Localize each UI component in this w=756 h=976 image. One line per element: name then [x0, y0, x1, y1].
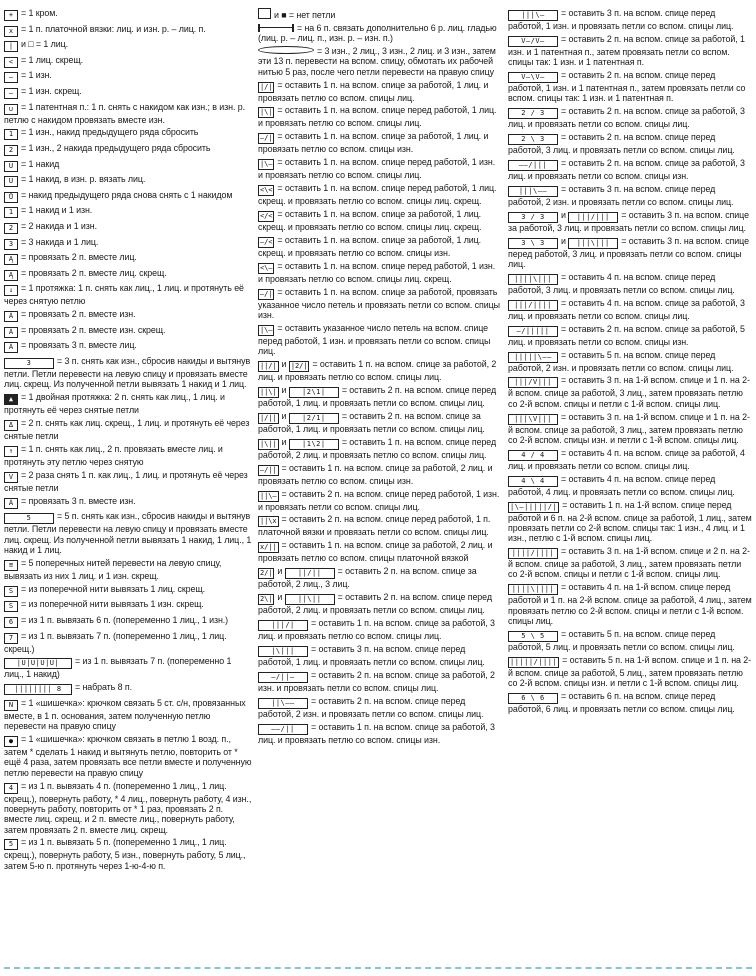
legend-description: = провязать 2 п. вместе лиц. скрещ. [21, 267, 167, 278]
legend-entry [4, 221, 252, 234]
chart-symbol-icon: Ů [4, 192, 18, 203]
legend-entry [4, 558, 252, 581]
chart-symbol-icon: –/||– [258, 672, 308, 683]
legend-entry [4, 698, 252, 732]
legend-description: = провязать 3 п. вместе лиц. [21, 340, 137, 351]
legend-entry [4, 682, 252, 695]
chart-symbol-icon [258, 24, 294, 32]
chart-symbol-icon: |||/|||| [508, 300, 558, 311]
legend-description: = оставить 2 п. на вспом. спице за работой, 3 лиц. и провязать петли со вспом. спицы лиц. [508, 106, 745, 130]
chart-symbol-icon: –/< [260, 237, 273, 246]
legend-description: = оставить 2 п. на вспом. спице за работой, 1 лиц. и провязать петли со вспом. спицы лиц. [258, 410, 485, 434]
legend-description: = 5 поперечных нитей перевести на левую спицу, вывязать из них 1 лиц. и 1 изн. скрещ. [4, 557, 222, 581]
chart-symbol-icon: 4 \ 4 [508, 476, 558, 487]
legend-description: = 1 патентная п.: 1 п. снять с накидом как изн.; в изн. р. петлю с накидом провязать вместе изн. [4, 101, 245, 125]
legend-entry [258, 722, 502, 745]
chart-symbol-icon: U [4, 161, 18, 172]
chart-symbol-icon: |||\–– [508, 186, 558, 197]
legend-description: = оставить 5 п. на 1-й вспом. спице и 1 п. на 2-й вспом. спице за работой, 5 лиц., затем провязать петлю со 2-й вспом. спицы изн. и петли с 1-й вспом. спицы лиц. [508, 654, 751, 688]
chart-symbol-icon: + [4, 10, 18, 21]
legend-entry [258, 46, 502, 77]
chart-symbol-icon: ||\– [260, 491, 277, 500]
chart-symbol-icon: ∪ [4, 104, 18, 115]
chart-symbol-icon: N [4, 700, 18, 711]
chart-symbol-icon: –/||||| [508, 326, 558, 337]
legend-entry [508, 691, 752, 714]
legend-description: = провязать 2 п. вместе изн. [21, 309, 136, 320]
legend-column-right [508, 8, 752, 960]
legend-entry [4, 309, 252, 322]
legend-description: = 3 изн., 2 лиц., 3 изн., 2 лиц. и 3 изн., затем эти 13 п. перевести на вспом. спицу, обмотать их рабочей нитью 5 раз, после чего петли перевести на правую спицу [258, 46, 496, 77]
legend-description: = оставить 1 п. на вспом. спице перед работой, 1 изн. и провязать петлю со вспом. спицы лиц. скрещ. [258, 260, 496, 284]
legend-entry [4, 102, 252, 125]
legend-description: = из 1 п. вывязать 5 п. (попеременно 1 лиц., 1 лиц. скрещ.), повернуть работу, 5 изн., повернуть работу, 5 лиц., затем 5-ю п. протянуть через 1-ю-4-ю п. [4, 837, 246, 871]
legend-entry [508, 474, 752, 497]
legend-description: = из 1 п. вывязать 4 п. (попеременно 1 лиц., 1 лиц. скрещ.), повернуть работу, * 4 лиц., повернуть работу, 4 изн., повернуть работу, повторить от * 1 раз, провязать 2 п. вместе лиц. скрещ. и 2 п. вместе лиц., повернуть работу, затем провязать 2 п. вместе лиц. скрещ. [4, 780, 252, 835]
legend-description: = 3 п. снять как изн., сбросив накиды и вытянув петли. Петли перевести на левую спицу и провязать вместе лиц. скрещ. Из полученной петли вывязать 1 накид и 1 лиц. [4, 356, 251, 390]
legend-entry [258, 437, 502, 460]
chart-symbol-icon: 6 \ 6 [508, 693, 558, 704]
legend-description: = оставить 3 п. на вспом. спице перед работой, 1 лиц. и провязать петли со вспом. спицы лиц. [258, 643, 485, 667]
legend-description: = оставить 2 п. на вспом. спице перед работой, 1 лиц. и провязать петли со вспом. спицы лиц. [258, 384, 497, 408]
chart-symbol-icon: –/| [260, 134, 273, 143]
chart-symbol-icon: |U|U|U|U| [4, 658, 72, 669]
legend-entry [4, 340, 252, 353]
legend-entry [508, 412, 752, 446]
chart-symbol-icon: |||||\–– [508, 352, 558, 363]
legend-description: = из 1 п. вывязать 7 п. (попеременно 1 лиц., 1 лиц. скрещ.) [4, 630, 227, 654]
chart-symbol-icon: |\||| [258, 646, 308, 657]
chart-symbol-icon: |/| [260, 82, 273, 91]
legend-description: = оставить 1 п. на вспом. спице за работой, 2 лиц. и провязать петлю со вспом. спицы платочной вязкой [258, 540, 493, 564]
legend-entry [258, 287, 502, 321]
chart-symbol-icon: Â [4, 342, 18, 353]
legend-entry [258, 131, 502, 154]
chart-symbol-icon: S [4, 586, 18, 597]
chart-symbol-icon: |||\||| [568, 238, 618, 249]
chart-symbol-icon: ↓ [4, 285, 18, 296]
chart-symbol-icon: –/| [260, 289, 273, 298]
chart-symbol-icon: <\< [260, 186, 273, 195]
chart-symbol-icon: 4 [4, 783, 18, 794]
chart-symbol-icon: |\|| [260, 439, 277, 448]
legend-entry [508, 158, 752, 181]
legend-description: = 2 п. снять как лиц. скрещ., 1 лиц. и протянуть её через снятые петли [4, 418, 250, 442]
chart-symbol-icon: |||/| [258, 620, 308, 631]
chart-symbol-icon: ● [4, 736, 18, 747]
legend-description: = оставить 4 п. на вспом. спице за работой, 4 лиц. и провязать петли со вспом. спицы лиц. [508, 447, 745, 471]
legend-description: = оставить 1 п. на вспом. спице за работой, 3 лиц. и провязать петлю со вспом. спицы изн. [258, 721, 495, 745]
legend-description: = 1 изн., накид предыдущего ряда сбросить [21, 127, 199, 138]
legend-entry [508, 655, 752, 689]
chart-symbol-icon: ↑ [4, 446, 18, 457]
legend-description: = оставить 2 п. на вспом. спице перед работой, 1 п. платочной вязки и провязать петли со вспом. спицы лиц. [258, 514, 491, 538]
legend-entry [258, 644, 502, 667]
legend-entry [4, 24, 252, 37]
legend-entry [258, 261, 502, 284]
legend-description: = провязать 3 п. вместе изн. [21, 495, 136, 506]
chart-symbol-icon: – [4, 72, 18, 83]
legend-entry [4, 252, 252, 265]
legend-entry [258, 385, 502, 408]
conjunction-text: и [561, 209, 569, 220]
chart-symbol-icon: Â [4, 327, 18, 338]
chart-symbol-icon: |1\2| [289, 439, 339, 450]
legend-entry [4, 8, 252, 21]
legend-description: = оставить 1 п. на 1-й вспом. спице перед работой и 6 п. на 2-й вспом. спице за работой, 1 лиц., затем провязать петли со 2-й вспом. спицы так: 1 изн., 4 лиц. и 1 изн., петлю с 1-й вспом. спицы лиц. [508, 499, 752, 544]
conjunction-text: и [281, 384, 289, 395]
chart-symbol-icon: – [4, 88, 18, 99]
legend-description: = оставить 3 п. на вспом. спице перед работой, 3 лиц. и провязать петли со вспом. спицы лиц. [508, 235, 749, 270]
legend-description: = оставить 4 п. на вспом. спице перед работой, 4 лиц. и провязать петли со вспом. спицы лиц. [508, 473, 735, 497]
chart-symbol-icon: 3 / 3 [508, 212, 558, 223]
legend-description: = из поперечной нити вывязать 1 лиц. скрещ. [21, 583, 205, 594]
legend-description: = оставить 1 п. на вспом. спице перед работой, 1 лиц. и провязать петлю со вспом. спицы лиц. [258, 105, 497, 129]
legend-description: = оставить 3 п. на 1-й вспом. спице и 1 п. на 2-й вспом. спице за работой, 3 лиц., затем провязать петлю со 2-й вспом. спицы изн. и петли с 1-й вспом. спицы лиц. [508, 411, 750, 445]
legend-description: = оставить 1 п. на вспом. спице перед работой, 1 лиц. скрещ. и провязать петлю со вспом. спицы лиц. скрещ. [258, 183, 497, 207]
legend-description: = из 1 п. вывязать 7 п. (попеременно 1 лиц., 1 накид) [4, 656, 232, 680]
legend-description: = 1 п. снять как лиц., 2 п. провязать вместе лиц. и протянуть эту петлю через снятую [4, 444, 223, 468]
legend-description: = оставить 2 п. на вспом. спице перед работой, 1 изн. и провязать петли со вспом. спицы лиц. [258, 488, 500, 512]
legend-description: = 1 накид и 1 изн. [21, 205, 93, 216]
chart-symbol-icon: ||/| [260, 362, 277, 371]
chart-symbol-icon: ▲ [4, 394, 18, 405]
legend-entry [508, 448, 752, 471]
legend-description: = оставить 2 п. на вспом. спице за работой, 2 изн. и провязать петли со вспом. спицы лиц. [258, 669, 495, 693]
legend-entry [258, 489, 502, 512]
legend-description: = 1 двойная протяжка: 2 п. снять как лиц., 1 лиц. и протянуть её через снятые петли [4, 392, 225, 416]
legend-entry [4, 205, 252, 218]
chart-symbol-icon: x [4, 26, 18, 37]
chart-symbol-icon: |||/||| [568, 212, 618, 223]
empty-cell-icon [258, 8, 271, 19]
chart-symbol-icon: |\– [260, 160, 273, 169]
legend-description: = оставить 1 п. на вспом. спице перед работой, 1 изн. и провязать петлю со вспом. спицы лиц. [258, 157, 496, 181]
chart-symbol-icon: ||\x [260, 517, 277, 526]
conjunction-text: и [277, 592, 285, 603]
legend-description: = 1 изн., 2 накида предыдущего ряда сбросить [21, 143, 211, 154]
chart-symbol-icon: ––/||| [508, 160, 558, 171]
chart-symbol-icon: Ą [4, 254, 18, 265]
legend-description: = оставить 1 п. на вспом. спице за работой, 1 лиц. скрещ. и провязать петлю со вспом. спицы лиц. скрещ. [258, 209, 482, 233]
legend-entry [4, 237, 252, 250]
legend-entry [258, 80, 502, 103]
legend-description: = оставить 4 п. на 1-й вспом. спице перед работой и 1 п. на 2-й вспом. спице за работой, 4 лиц., затем провязать петлю со 2-й вспом. спицы и петли с 1-й вспом. спицы лиц. [508, 582, 752, 626]
legend-entry [4, 631, 252, 654]
legend-entry [4, 656, 252, 679]
legend-entry [508, 298, 752, 321]
chart-symbol-icon: 2\| [260, 595, 273, 604]
conjunction-text: и [281, 410, 289, 421]
chart-symbol-icon: 6 [4, 617, 18, 628]
legend-description: = 3 накида и 1 лиц. [21, 236, 99, 247]
chart-symbol-icon: Â [4, 498, 18, 509]
chart-symbol-icon: 2 [4, 223, 18, 234]
legend-entry [4, 615, 252, 628]
chart-symbol-icon: 5 [4, 513, 54, 524]
chart-symbol-icon: x/|| [260, 543, 277, 552]
legend-entry [4, 470, 252, 493]
legend-entry [508, 210, 752, 233]
legend-description: = оставить 2 п. на вспом. спице за работой, 1 изн. и 1 патентная п., затем провязать петли со вспом. спицы так: 1 изн. и 1 патентная п. [508, 33, 745, 68]
legend-description: = оставить 2 п. на вспом. спице перед работой, 2 лиц. и провязать петли со вспом. спицы лиц. [258, 592, 492, 616]
legend-description: = 1 «шишечка»: крючком связать в петлю 1 возд. п., затем * сделать 1 накид и вытянуть петлю, повторить от * ещё 4 раза, затем провязать все петли вместе и полученную петлю перевести на правую спицу [4, 734, 252, 778]
legend-entry [4, 584, 252, 597]
chart-symbol-icon: |||\– [508, 10, 558, 21]
legend-entry [4, 496, 252, 509]
legend-description: = оставить 2 п. на вспом. спице за работой, 3 лиц. и провязать петли со вспом. спицы изн. [508, 158, 745, 182]
chart-symbol-icon: 2 / 3 [508, 108, 558, 119]
legend-description: = 2 накида и 1 изн. [21, 221, 98, 232]
chart-symbol-icon: 3 [4, 239, 18, 250]
chart-symbol-icon: 4 / 4 [508, 450, 558, 461]
legend-entry [508, 236, 752, 270]
chart-symbol-icon: 2 [4, 145, 18, 156]
legend-entry [508, 272, 752, 295]
legend-entry [258, 696, 502, 719]
legend-entry [258, 209, 502, 232]
legend-entry [258, 235, 502, 258]
legend-entry [4, 127, 252, 140]
legend-description: = оставить 2 п. на вспом. спице за работой, 5 лиц. и провязать петли со вспом. спицы изн. [508, 323, 745, 347]
legend-entry [508, 582, 752, 626]
legend-entry [258, 359, 502, 382]
legend-description: = оставить указанное число петель на вспом. спице перед работой, 1 изн. и провязать петли со вспом. спицы лиц. [258, 322, 491, 357]
chart-symbol-icon: ||\|| [285, 594, 335, 605]
chart-symbol-icon: 7 [4, 633, 18, 644]
chart-symbol-icon: V [4, 472, 18, 483]
legend-description: = 1 изн. [21, 70, 52, 81]
legend-description: = оставить 2 п. на вспом. спице перед работой, 1 изн. и 1 патентная п., затем провязать петли со вспом. спицы так: 1 изн. и 1 патентная п. [508, 70, 746, 104]
legend-entry [4, 70, 252, 83]
legend-description: = оставить 3 п. на 1-й вспом. спице и 1 п. на 2-й вспом. спице за работой, 3 лиц., затем провязать петлю со 2-й вспом. спицы и петли с 1-й вспом. спицы лиц. [508, 375, 750, 409]
conjunction-text: и [561, 235, 569, 246]
legend-description: = оставить 5 п. на вспом. спице перед работой, 5 лиц. и провязать петли со вспом. спицы лиц. [508, 628, 735, 652]
legend-column-left [4, 8, 252, 960]
legend-entry [4, 190, 252, 203]
legend-entry [258, 157, 502, 180]
legend-description: = оставить 1 п. на вспом. спице за работой, 2 лиц. и провязать петлю со вспом. спицы изн. [258, 462, 493, 486]
legend-description: = оставить 3 п. на вспом. спице перед работой, 2 изн. и провязать петли со вспом. спицы лиц. [508, 183, 734, 207]
legend-entry [4, 143, 252, 156]
legend-description: = 1 п. платочной вязки: лиц. и изн. р. – лиц. п. [21, 23, 206, 34]
legend-entry [508, 350, 752, 373]
legend-entry [508, 324, 752, 347]
legend-entry [258, 670, 502, 693]
legend-entry [4, 444, 252, 467]
legend-entry [4, 356, 252, 390]
chart-symbol-icon: ||||/|||| [508, 548, 558, 559]
legend-entry [4, 392, 252, 415]
chart-symbol-icon: < [4, 57, 18, 68]
legend-description: = накид предыдущего ряда снова снять с 1 накидом [21, 189, 233, 200]
chart-symbol-icon: |2/| [290, 362, 308, 371]
conjunction-text: и [281, 436, 289, 447]
legend-description: = оставить 1 п. на вспом. спице за работой, 1 лиц. и провязать петлю со вспом. спицы лиц. [258, 79, 489, 103]
legend-entry [258, 514, 502, 537]
legend-description: = 1 накид [21, 158, 60, 169]
legend-entry [4, 781, 252, 835]
legend-description: = 1 кром. [21, 8, 58, 18]
legend-entry [4, 599, 252, 612]
chart-symbol-icon: |2/1| [289, 413, 339, 424]
legend-entry [258, 540, 502, 563]
legend-description: = из поперечной нити вывязать 1 изн. скрещ. [21, 599, 204, 610]
chart-symbol-icon: | [4, 41, 18, 52]
legend-entry [258, 618, 502, 641]
chart-symbol-icon: Â [4, 311, 18, 322]
legend-entry [4, 268, 252, 281]
chart-symbol-icon: Δ [4, 420, 18, 431]
legend-description: = на 6 п. связать дополнительно 6 р. лиц. гладью (лиц. р. – лиц. п., изн. р. – изн. п.) [258, 22, 497, 44]
chart-symbol-icon: 2/| [260, 569, 273, 578]
legend-description: = 1 «шишечка»: крючком связать 5 ст. с/н, провязанных вместе, в 1 п. основания, затем полученную петлю перевести на правую спицу [4, 697, 246, 732]
legend-description: и □ = 1 лиц. [21, 39, 69, 50]
chart-symbol-icon: ––/|| [258, 724, 308, 735]
chart-symbol-icon: ||||\||| [508, 274, 558, 285]
legend-description: = оставить 4 п. на вспом. спице перед работой, 3 лиц. и провязать петли со вспом. спицы лиц. [508, 271, 735, 295]
legend-entry [508, 8, 752, 31]
chart-symbol-icon: |\–|||||/| [510, 502, 558, 511]
legend-entry [4, 734, 252, 778]
conjunction-text: и [277, 566, 285, 577]
legend-entry [4, 837, 252, 871]
legend-description: = оставить 4 п. на вспом. спице за работой, 3 лиц. и провязать петли со вспом. спицы лиц. [508, 297, 745, 321]
legend-entry [508, 546, 752, 580]
legend-entry [258, 323, 502, 357]
chart-symbol-icon: 1 [4, 129, 18, 140]
chart-symbol-icon [258, 46, 314, 54]
chart-symbol-icon: ||\| [260, 387, 277, 396]
chart-symbol-icon: |\– [260, 325, 273, 334]
chart-symbol-icon: |/|| [260, 413, 277, 422]
legend-description: = из 1 п. вывязать 6 п. (попеременно 1 лиц., 1 изн.) [21, 614, 229, 625]
legend-entry [258, 183, 502, 206]
legend-entry [4, 55, 252, 68]
chart-symbol-icon: |||||/|||| [510, 657, 558, 666]
legend-entry [508, 184, 752, 207]
legend-description: = оставить 1 п. на вспом. спице за работой, 1 лиц. и провязать петлю со вспом. спицы изн. [258, 131, 489, 155]
chart-symbol-icon: V–/V– [508, 36, 558, 47]
legend-entry [258, 463, 502, 486]
legend-entry [4, 174, 252, 187]
legend-description: = оставить 5 п. на вспом. спице перед работой, 2 изн. и провязать петли со вспом. спицы лиц. [508, 349, 734, 373]
conjunction-text: и [281, 359, 289, 370]
legend-description: = оставить 1 п. на вспом. спице за работой, 2 лиц. и провязать петлю со вспом. спицы лиц. [258, 359, 497, 383]
legend-description: = оставить 1 п. на вспом. спице перед работой, 2 лиц. и провязать петлю со вспом. спицы лиц. [258, 436, 497, 460]
legend-entry [258, 23, 502, 44]
legend-description: = набрать 8 п. [75, 682, 132, 693]
legend-description: = оставить 3 п. на 1-й вспом. спице и 2 п. на 2-й вспом. спице за работой, 3 лиц., затем провязать петли со 2-й вспом. спицы и петли с 1-й вспом. спицы лиц. [508, 546, 750, 580]
legend-entry [4, 511, 252, 555]
chart-symbol-icon: 3 [4, 358, 54, 369]
legend-entry [508, 34, 752, 68]
chart-symbol-icon: <\– [260, 263, 273, 272]
legend-description: = 5 п. снять как изн., сбросив накиды и вытянув петли. Петли перевести на левую спицу и провязать вместе лиц. скрещ. Из полученной петли вывязать 1 накид, 1 лиц., 1 накид и 1 лиц. [4, 511, 252, 555]
legend-entry [258, 8, 502, 20]
legend-description: = 1 накид, в изн. р. вязать лиц. [21, 174, 146, 185]
chart-symbol-icon: </< [260, 212, 273, 221]
legend-description: и ■ = нет петли [274, 10, 336, 20]
legend-description: = 1 протяжка: 1 п. снять как лиц., 1 лиц. и протянуть её через снятую петлю [4, 283, 244, 307]
legend-entry [508, 132, 752, 155]
legend-entry [4, 86, 252, 99]
legend-entry [4, 418, 252, 441]
chart-symbol-icon: Ą [4, 270, 18, 281]
chart-symbol-icon: ||||\|||| [508, 584, 558, 595]
chart-symbol-icon: ≡ [4, 560, 18, 571]
chart-symbol-icon: U [4, 176, 18, 187]
legend-entry [258, 105, 502, 128]
legend-description: = оставить 2 п. на вспом. спице за работой, 2 лиц., 3 лиц. [258, 566, 477, 590]
chart-symbol-icon: 2 \ 3 [508, 134, 558, 145]
chart-symbol-icon: |||||||| 8 [4, 684, 72, 695]
legend-entry [4, 159, 252, 172]
legend-description: = оставить 1 п. на вспом. спице за работой, 1 лиц. скрещ. и провязать петлю со вспом. спицы изн. [258, 234, 482, 258]
legend-entry [508, 500, 752, 544]
legend-description: = оставить 2 п. на вспом. спице перед работой, 2 изн. и провязать петли со вспом. спицы лиц. [258, 695, 484, 719]
legend-entry [508, 70, 752, 104]
legend-entry [508, 375, 752, 409]
legend-description: = 1 лиц. скрещ. [21, 54, 83, 65]
chart-symbol-icon: 1 [4, 207, 18, 218]
legend-entry [258, 411, 502, 434]
legend-description: = оставить 1 п. на вспом. спице за работой, 3 лиц. и провязать петлю со вспом. спицы лиц. [258, 617, 495, 641]
chart-symbol-icon: ||/|| [285, 568, 335, 579]
legend-description: = оставить 6 п. на вспом. спице перед работой, 6 лиц. и провязать петли со вспом. спицы лиц. [508, 690, 735, 714]
chart-symbol-icon: –/|| [260, 465, 277, 474]
legend-entry [258, 592, 502, 615]
bottom-dashed-border [4, 967, 752, 969]
chart-symbol-icon: 5 \ 5 [508, 631, 558, 642]
legend-description: = оставить 3 п. на вспом. спице за работой, 3 лиц. и провязать петли со вспом. спицы лиц. [508, 209, 749, 233]
chart-symbol-icon: |||\V||| [508, 414, 558, 425]
chart-symbol-icon: 5 [4, 839, 18, 850]
legend-description: = провязать 2 п. вместе изн. скрещ. [21, 324, 166, 335]
chart-symbol-icon: |||/V||| [508, 377, 558, 388]
legend-entry [508, 629, 752, 652]
legend-description: = оставить 2 п. на вспом. спице перед работой, 3 лиц. и провязать петли со вспом. спицы лиц. [508, 132, 735, 156]
legend-entry [508, 106, 752, 129]
legend-description: = оставить 3 п. на вспом. спице перед работой, 1 изн. и провязать петли со вспом. спицы лиц. [508, 8, 734, 31]
legend-description: = провязать 2 п. вместе лиц. [21, 252, 137, 263]
legend-description: = 2 раза снять 1 п. как лиц., 1 лиц. и протянуть её через снятые петли [4, 469, 248, 493]
legend-entry [4, 283, 252, 306]
legend-entry [4, 39, 252, 52]
legend-entry [4, 325, 252, 338]
chart-symbol-icon: 3 \ 3 [508, 238, 558, 249]
legend-description: = оставить 1 п. на вспом. спице за работой, провязать указанное число петель и провязать петли со вспом. спицы изн. [258, 286, 500, 320]
chart-symbol-icon: ||\–– [258, 698, 308, 709]
chart-symbol-icon: |\| [260, 108, 273, 117]
chart-symbol-icon: |2\1| [289, 387, 339, 398]
chart-symbol-icon: S [4, 601, 18, 612]
legend-description: = 1 изн. скрещ. [21, 85, 82, 96]
legend-column-middle [258, 8, 502, 960]
legend-entry [258, 566, 502, 589]
chart-symbol-icon: V–\V– [508, 72, 558, 83]
